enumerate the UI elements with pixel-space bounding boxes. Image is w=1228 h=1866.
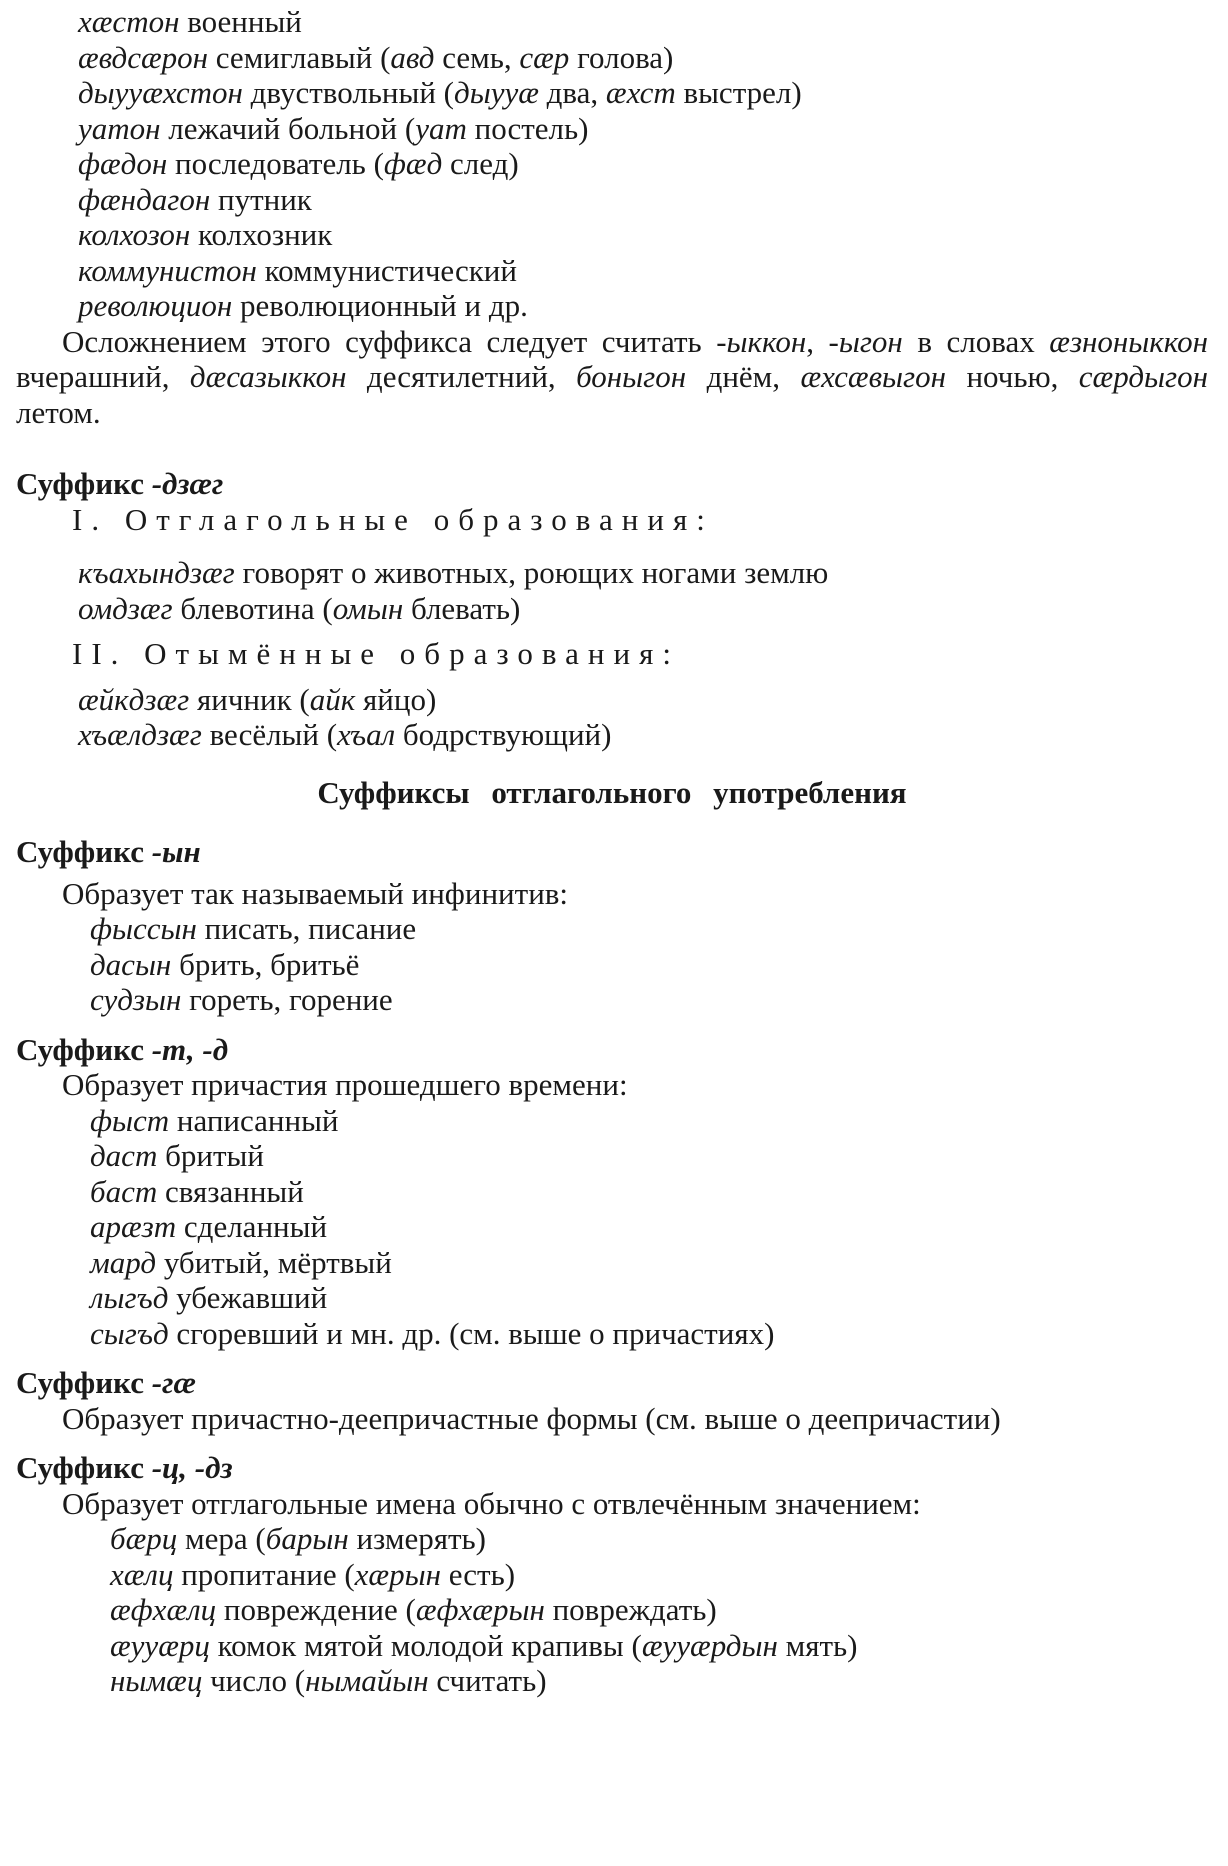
section-intro: Образует отглагольные имена обычно с отвлечённым значением: xyxy=(62,1485,921,1521)
term: революцион xyxy=(78,288,233,323)
term: хæстон xyxy=(78,4,180,39)
term: фæдон xyxy=(78,146,168,181)
list-item: фыст написанный xyxy=(90,1102,339,1138)
section-intro: Образует так называемый инфинитив: xyxy=(62,875,569,911)
list-item: коммунистон коммунистический xyxy=(78,252,517,288)
term: уатон xyxy=(78,110,161,146)
list-item: фыссын писать, писание xyxy=(90,911,417,946)
list-item: омдзæг блевотина (омын блевать) xyxy=(78,590,521,626)
list-item: революцион революционный и др. xyxy=(78,288,528,323)
word-list-on xyxy=(16,4,1208,324)
list-item: уатон лежачий больной (уат постель) xyxy=(78,110,589,146)
list-item: къахындзæг говорят о животных, роющих ногами землю xyxy=(78,555,829,590)
list-item: арæзт сделанный xyxy=(90,1209,328,1244)
section-heading: Суффикс -т, -д xyxy=(16,1031,229,1067)
list-item: баст связанный xyxy=(90,1173,304,1209)
section-intro: Образует причастно-деепричастные формы (см. выше о деепричастии) xyxy=(62,1400,1001,1436)
list-item: дыууæхстон двуствольный (дыууæ два, æхст выстрел) xyxy=(78,75,802,110)
list-item: дасын брить, бритьё xyxy=(90,946,360,982)
section-heading: Суффикс -ц, -дз xyxy=(16,1450,233,1485)
section-heading: Суффикс -ын xyxy=(16,834,201,869)
list-item: æвдсæрон семиглавый (авд семь, сæр голова) xyxy=(78,39,674,75)
list-item: сыгъд сгоревший и мн. др. (см. выше о причастиях) xyxy=(90,1315,775,1351)
list-item: судзын гореть, горение xyxy=(90,982,393,1017)
term: коммунистон xyxy=(78,252,257,288)
list-item: хъæлдзæг весёлый (хъал бодрствующий) xyxy=(78,717,612,752)
list-item: фæндагон путник xyxy=(78,181,312,217)
list-item: мард убитый, мёртвый xyxy=(90,1244,392,1280)
list-item: фæдон последователь (фæд след) xyxy=(78,146,519,181)
section-heading: Суффикс -дзæг xyxy=(16,466,224,501)
term: æвдсæрон xyxy=(78,39,209,75)
section-heading: Суффикс -гæ xyxy=(16,1365,196,1400)
term: дыууæхстон xyxy=(78,75,243,110)
list-item: колхозон колхозник xyxy=(78,217,333,252)
center-heading: Суффиксы отглагольного употребления xyxy=(317,774,907,810)
paragraph: Осложнением этого суффикса следует считать -ыккон, -ыгон в словах æзноныккон вчерашний, дæсазыккон десятилетний, боныгон днём, æхсæвыгон ночью, сæрдыгон летом. xyxy=(16,323,1208,430)
subheading: II. Отымённые образования: xyxy=(72,636,680,671)
list-item: хæлц пропитание (хæрын есть) xyxy=(110,1556,516,1592)
list-item: даст бритый xyxy=(90,1138,264,1173)
subheading: I. Отглагольные образования: xyxy=(72,501,714,537)
list-item: æууæрц комок мятой молодой крапивы (æууæрдын мять) xyxy=(110,1627,858,1663)
section-intro: Образует причастия прошедшего времени: xyxy=(62,1067,628,1102)
list-item: бæрц мера (барын измерять) xyxy=(110,1521,487,1556)
list-item: æфхæлц повреждение (æфхæрын повреждать) xyxy=(110,1592,717,1627)
list-item: нымæц число (нымайын считать) xyxy=(110,1663,547,1698)
list-item: æйкдзæг яичник (айк яйцо) xyxy=(78,681,437,717)
list-item: хæстон военный xyxy=(78,4,302,39)
term: фæндагон xyxy=(78,181,211,217)
term: колхозон xyxy=(78,217,191,252)
list-item: лыгъд убежавший xyxy=(90,1280,328,1315)
